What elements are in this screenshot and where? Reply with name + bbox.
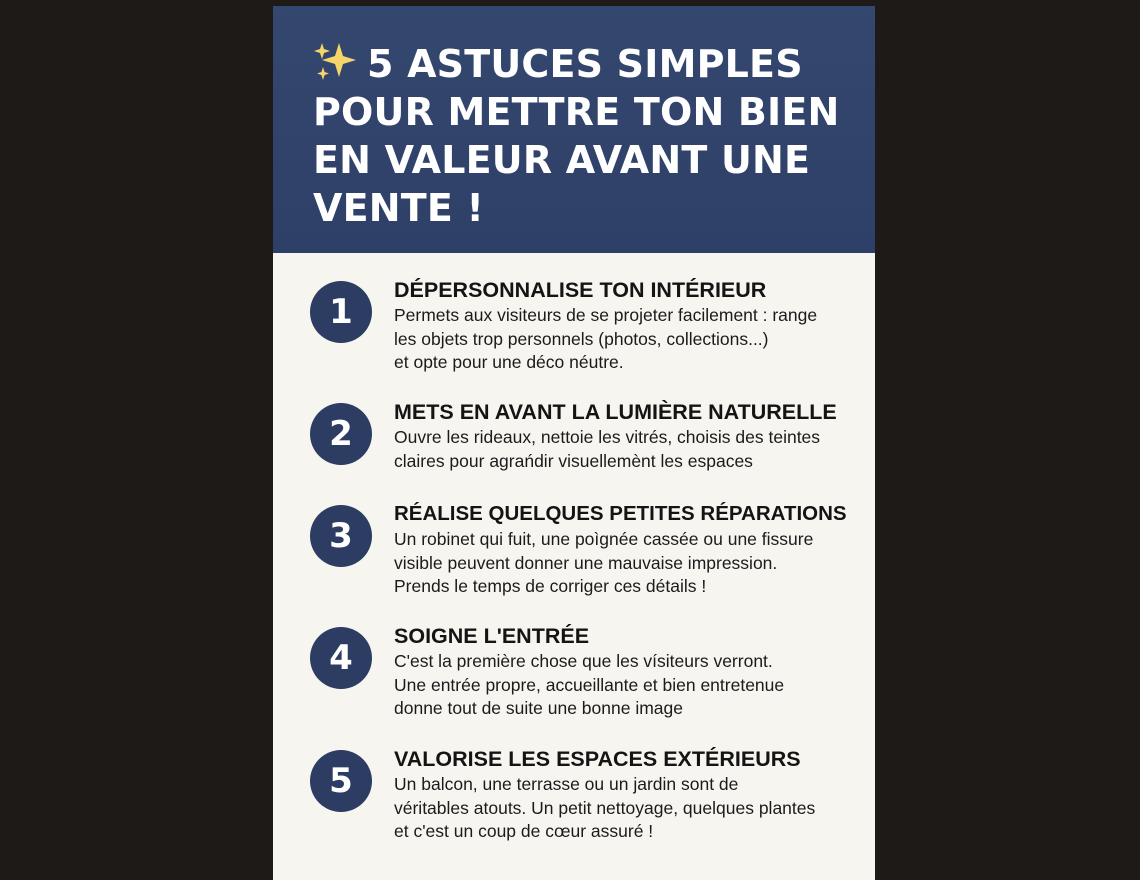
tip-item-1 [310, 277, 875, 399]
tip-item-5 [310, 746, 875, 868]
tip-text [394, 773, 872, 844]
tip-text-line: C'est la première chose que les vísiteurs verront. [394, 651, 773, 671]
tip-text-line: Permets aux visiteurs de se projeter facilement : range [394, 305, 818, 325]
tip-text-line: les objets trop personnels (photos, collections...) [394, 328, 769, 349]
tip-number-badge: 4 [310, 627, 372, 689]
tip-body [394, 623, 872, 721]
tip-title: VALORISE LES ESPACES EXTÉRIEURS [394, 747, 801, 771]
tip-text-line: véritables atouts. Un petit nettoyage, quelques plantes [394, 797, 816, 818]
tip-text-line: et c'est un coup de cœur assuré ! [394, 821, 654, 841]
tip-number-badge: 5 [310, 750, 372, 812]
tip-text-line: Un balcon, une terrasse ou un jardin sont de [394, 774, 739, 794]
tip-body [394, 746, 872, 844]
tip-text [394, 426, 872, 473]
tip-text-line: donne tout de suite une bonne image [394, 698, 683, 718]
tip-text-line: et opte pour une déco néutre. [394, 352, 624, 372]
tip-text-line: visible peuvent donner une mauvaise impression. [394, 552, 778, 573]
tip-title: SOIGNE L'ENTRÉE [394, 624, 590, 648]
tip-number-badge: 3 [310, 505, 372, 567]
tip-number-badge: 2 [310, 403, 372, 465]
tip-body [394, 501, 872, 599]
tips-list [273, 253, 875, 868]
tip-title: RÉALISE QUELQUES PETITES RÉPARATIONS [394, 502, 847, 525]
tip-text-line: Une entrée propre, accueillante et bien entretenue [394, 674, 785, 695]
tips-card [273, 6, 875, 880]
tip-body [394, 277, 872, 375]
tip-text [394, 528, 872, 599]
sparkles-icon [313, 41, 357, 81]
tip-text [394, 650, 872, 721]
tip-title: METS EN AVANT LA LUMIÈRE NATURELLE [394, 400, 837, 424]
tip-item-3 [310, 501, 875, 623]
tip-text-line: Ouvre les rideaux, nettoie les vitrés, choisis des teintes [394, 427, 821, 447]
header-banner [273, 6, 875, 253]
tip-body [394, 399, 872, 473]
tip-item-2 [310, 399, 875, 501]
tip-text-line: Prends le temps de corriger ces détails ! [394, 576, 707, 596]
tip-text-line: Un robinet qui fuit, une poìgnée cassée ou une fissure [394, 529, 814, 549]
tip-text [394, 304, 872, 375]
page-title-text: 5 ASTUCES SIMPLES POUR METTRE TON BIEN EN VALEUR AVANT UNE VENTE ! [313, 42, 840, 230]
tip-number-badge: 1 [310, 281, 372, 343]
page-title [313, 40, 845, 232]
tip-text-line: claires pour agrańdir visuellemènt les espaces [394, 450, 753, 471]
tip-item-4 [310, 623, 875, 746]
tip-title: DÉPERSONNALISE TON INTÉRIEUR [394, 278, 767, 302]
